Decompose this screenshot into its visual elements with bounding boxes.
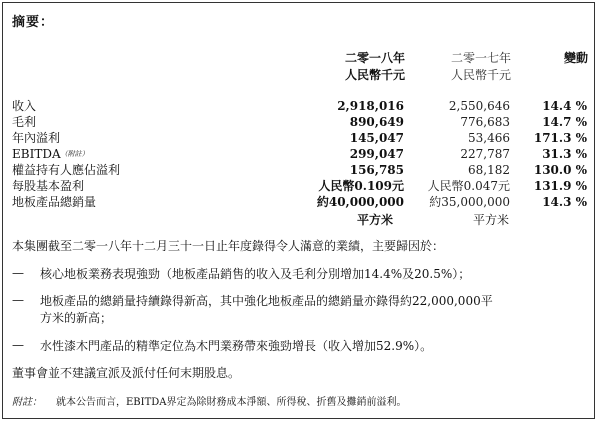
value-2018: 約40,000,000 — [316, 195, 404, 209]
change-value: 14.7 % — [542, 115, 587, 129]
value-2017: 人民幣0.047元 — [427, 179, 510, 193]
section-title: 摘要： — [12, 15, 55, 30]
bullet-text: 核心地板業務表現強勁（地板產品銷售的收入及毛利分別增加14.4%及20.5%）； — [40, 267, 471, 281]
row-label: 毛利 — [12, 115, 37, 129]
bullet-dash: — — [12, 293, 24, 307]
footnote — [12, 393, 407, 408]
change-value: 31.3 % — [542, 147, 587, 161]
footnote-text: 就本公告而言，EBITDA界定為除財務成本淨額、所得稅、折舊及攤銷前溢利。 — [56, 397, 407, 408]
value-2017: 68,182 — [468, 163, 510, 177]
header-2018 — [345, 50, 405, 84]
bullet-dash: — — [12, 266, 24, 280]
bullet-text-line2: 方米的新高； — [40, 311, 113, 325]
row-label: 年內溢利 — [12, 131, 61, 145]
change-value: 14.3 % — [542, 195, 587, 209]
bullet-text-line1: 地板產品的總銷量持續錄得新高，其中強化地板產品的總銷量亦錄得約22,000,000平 — [40, 294, 493, 308]
change-value: 131.9 % — [533, 179, 587, 193]
value-2017: 53,466 — [468, 131, 510, 145]
table-row — [12, 146, 587, 162]
header-change: 變動 — [563, 51, 588, 65]
table-row — [12, 194, 587, 210]
intro-paragraph: 本集團截至二零一八年十二月三十一日止年度錄得令人滿意的業績，主要歸因於： — [12, 239, 445, 253]
table-row — [12, 130, 587, 146]
row-label: 權益持有人應佔溢利 — [12, 163, 121, 177]
table-row — [12, 178, 587, 194]
table-row — [12, 98, 587, 114]
value-2017: 約35,000,000 — [429, 195, 510, 209]
unit-2017: 平方米 — [472, 213, 509, 227]
header-2017-year: 二零一七年 — [450, 51, 511, 65]
row-label: 地板產品總銷量 — [12, 195, 97, 209]
ebitda-label: EBITDA — [12, 147, 61, 161]
value-2017: 776,683 — [460, 115, 510, 129]
change-value: 171.3 % — [533, 131, 587, 145]
value-2018: 156,785 — [349, 163, 404, 177]
note-marker: （附註） — [60, 150, 89, 158]
value-2017: 227,787 — [460, 147, 510, 161]
bullet-text: 水性漆木門產品的精準定位為木門業務帶來強勁增長（收入增加52.9%）。 — [40, 339, 433, 353]
value-2018: 145,047 — [349, 131, 404, 145]
bullet-dash: — — [12, 338, 24, 352]
value-2018: 2,918,016 — [337, 99, 404, 113]
value-2018: 890,649 — [349, 115, 404, 129]
header-2017-unit: 人民幣千元 — [450, 68, 511, 82]
row-label: 每股基本盈利 — [12, 179, 85, 193]
row-label: 收入 — [12, 99, 37, 113]
table-row — [12, 114, 587, 130]
value-2018: 299,047 — [349, 147, 404, 161]
dividend-statement: 董事會並不建議宣派及派付任何末期股息。 — [12, 366, 241, 380]
value-2017: 2,550,646 — [448, 99, 510, 113]
table-row — [12, 162, 587, 178]
change-value: 14.4 % — [542, 99, 587, 113]
unit-2018: 平方米 — [356, 213, 393, 227]
value-2018: 人民幣0.109元 — [318, 179, 404, 193]
header-2018-year: 二零一八年 — [344, 51, 405, 65]
header-2018-unit: 人民幣千元 — [344, 68, 405, 82]
header-2017 — [451, 50, 511, 84]
change-value: 130.0 % — [533, 163, 587, 177]
row-label — [12, 146, 89, 162]
footnote-label: 附註： — [12, 397, 42, 408]
